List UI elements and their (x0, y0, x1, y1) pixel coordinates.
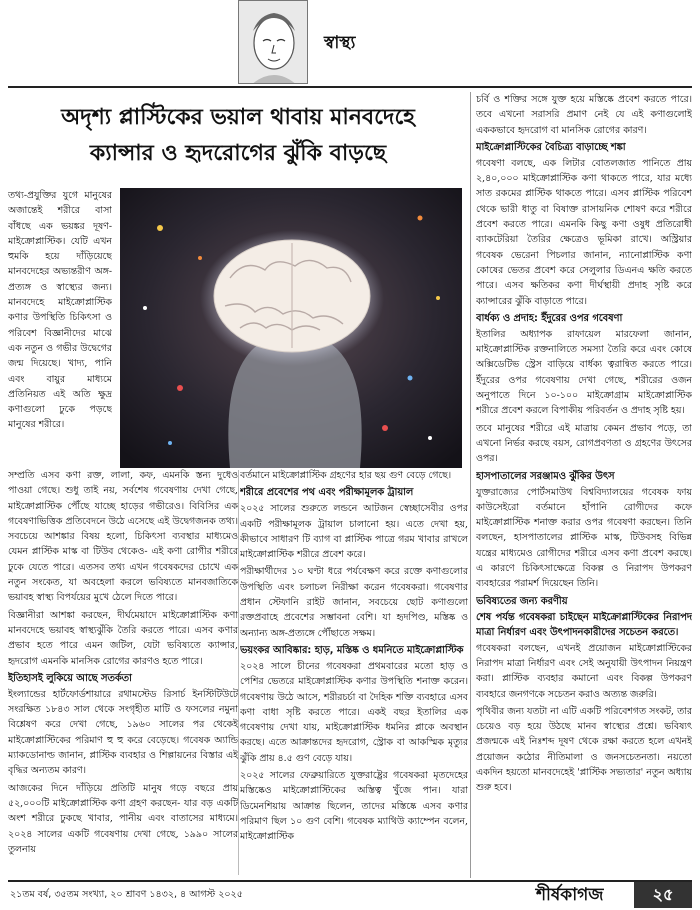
paragraph: ২০২৫ সালের ফেব্রুয়ারিতে যুক্তরাষ্ট্রের গবেষকরা মৃতদেহের মস্তিষ্কেও মাইক্রোপ্লাস্টিকের অস্তিত্ব খুঁজে পান। যারা ডিমেনশিয়ায় আক্রান্ত ছিলেন, তাদের মস্তিষ্কে এসব কণার পরিমাণ ছিল ১০ গুণ বেশি। গবেষক ম্যাথিউ ক্যাম্পেন বলেন, মাইক্রোপ্লাস্টিক (240, 770, 468, 843)
brain-illustration (120, 188, 462, 468)
paragraph: তবে মানুষের শরীরে এই মাত্রায় কেমন প্রভাব পড়ে, তা এখনো নির্ভর করছে বয়স, রোগপ্রবণতা ও গ্রহণের উৎসের ওপর। (476, 422, 692, 465)
paragraph: গবেষণা বলছে, এক লিটার বোতলজাত পানিতে প্রায় ২,৪০,০০০ মাইক্রোপ্লাস্টিক কণা থাকতে পারে, যার মধ্যে সাত রকমের প্লাস্টিক থাকতে পারে। এসব প্লাস্টিক পরিবেশ থেকে ভারী ধাতু বা বিষাক্ত রাসায়নিক শোষণ করে শরীরে প্রবেশ করতে পারে। এমনকি কিছু কণা ওষুধ প্রতিরোধী ব্যাকটেরিয়া তৈরির ক্ষেত্রেও ভূমিকা রাখে। অস্ট্রিয়ার গবেষক ভেরেনা পিচলার জানান, ন্যানোপ্লাস্টিক কণা কোষের ভেতর প্রবেশ করে সেলুলার ডিএনএ ক্ষতি করতে পারে। এসব ক্ষতিকর কণা দীর্ঘস্থায়ী প্রদাহ সৃষ্টি করে ক্যান্সারের ঝুঁকি বাড়াতে পারে। (476, 157, 692, 307)
paragraph: ২০২৫ সালের শুরুতে লন্ডনে আটজন স্বেচ্ছাসেবীর ওপর একটি পরীক্ষামূলক ট্রায়াল চালানো হয়। এতে দেখা হয়, কীভাবে সাধারণ টি ব্যাগ বা প্লাস্টিক পাত্রে গরম খাবার রাখলে মাইক্রোপ্লাস্টিক শরীরে প্রবেশ করে। (240, 503, 468, 561)
paragraph: বর্তমানে মাইক্রোপ্লাস্টিক গ্রহণের হার ছয় গুণ বেড়ে গেছে। (240, 470, 452, 481)
magazine-name: শীর্ষকাগজ (536, 885, 604, 905)
subheading: বার্ধক্য ও প্রদাহ: ইঁদুরের ওপর গবেষণা (476, 312, 623, 324)
paragraph: পৃথিবীর জন্য যতটা না এটি একটি পরিবেশগত সংকট, তার চেয়েও বড় হয়ে উঠছে মানব স্বাস্থ্যের প্রশ্নে। ভবিষ্যৎ প্রজন্মকে এই নিঃশব্দ দূষণ থেকে রক্ষা করতে হলে এখনই প্রয়োজন কঠোর নীতিমালা ও জনসচেতনতা। নয়তো একদিন হয়তো মানবদেহেই 'প্লাস্টিক সভ্যতার' নতুন অধ্যায় শুরু হবে। (476, 705, 692, 794)
header-divider (8, 86, 692, 88)
subheading: ভবিষ্যতের জন্য করণীয় (476, 595, 568, 607)
paragraph: ২০২৪ সালে চীনের গবেষকরা প্রথমবারের মতো হাড় ও পেশির ভেতরে মাইক্রোপ্লাস্টিক কণার উপস্থিতি শনাক্ত করেন। গবেষণায় উঠে আসে, শরীরচর্চা বা দৈহিক শক্তি ব্যবহারে এসব কণা বাধা সৃষ্টি করতে পারে। একই বছর ইতালির এক গবেষণায় দেখা যায়, মাইক্রোপ্লাস্টিক ধমনির প্লাকে অবস্থান করছে। এতে আক্রান্তদের হৃদরোগ, স্ট্রোক বা আকস্মিক মৃত্যুর ঝুঁকি প্রায় ৪.৫ গুণ বেড়ে যায়। (240, 660, 468, 764)
paragraph: ইতালির অধ্যাপক রাফায়েল মারফেলা জানান, মাইক্রোপ্লাস্টিক রক্তনালিতে সমস্যা তৈরি করে এবং কোষে অক্সিডেটিভ স্ট্রেস বাড়িয়ে বার্ধক্য ত্বরান্বিত করতে পারে। ইঁদুরের ওপর গবেষণায় দেখা গেছে, শরীরের ওজন অনুপাতে দিনে ১০-১০০ মাইক্রোগ্রাম মাইক্রোপ্লাস্টিক শরীরে প্রবেশ করলে বিপাকীয় পরিবর্তন ও প্রদাহ সৃষ্টি হয়। (476, 328, 692, 417)
paragraph: যুক্তরাজ্যের পোর্টসমাউথ বিশ্ববিদ্যালয়ের গবেষক ফায় কাউসেইরো বর্তমানে হাঁপানি রোগীদের কফে মাইক্রোপ্লাস্টিক শনাক্ত করার ওপর গবেষণা করছেন। তিনি বলছেন, হাসপাতালের প্লাস্টিক মাস্ক, টিউবসহ বিভিন্ন যন্ত্রের মাধ্যমেও রোগীদের শরীরে এসব কণা প্রবেশ করছে। এ কারণে চিকিৎসাক্ষেত্রে বিকল্প ও নিরাপদ উপকরণ ব্যবহারের পরামর্শ দিয়েছেন তিনি। (476, 486, 692, 590)
headline-line-1: অদৃশ্য প্লাস্টিকের ভয়াল থাবায় মানবদেহে (61, 105, 415, 130)
subheading: শরীরে প্রবেশের পথ এবং পরীক্ষামূলক ট্রায়াল (240, 487, 414, 499)
intro-column (8, 188, 112, 468)
paragraph: ইংল্যান্ডের হার্টফোর্ডশায়ারে রথামস্টেড রিসার্চ ইনস্টিটিউটে সংরক্ষিত ১৮৪৩ সাল থেকে সংগৃহীত মাটি ও ফসলের নমুনা বিশ্লেষণ করে দেখা গেছে, ১৯৬০ সালের পর থেকেই মাইক্রোপ্লাস্টিকের পরিমাণ হু হু করে বেড়েছে। গবেষক অ্যান্ডি ম্যাকডোনাল্ড জানান, প্লাস্টিক ব্যবহার ও শিল্পায়নের বিস্তার এই বৃদ্ধির অন্যতম কারণ। (8, 688, 238, 777)
paragraph: বিজ্ঞানীরা আশঙ্কা করছেন, দীর্ঘমেয়াদে মাইক্রোপ্লাস্টিক কণা মানবদেহে ভয়াবহ স্বাস্থ্যঝুঁকি তৈরি করতে পারে। এসব কণার প্রভাব হতে পারে এমন জটিল, যেটা ভবিষ্যতে ক্যান্সার, হৃদরোগ এমনকি মানসিক রোগের কারণও হতে পারে। (8, 609, 238, 667)
column-divider (238, 470, 239, 875)
subheading: ভয়ংকর আবিষ্কার: হাড়, মস্তিষ্ক ও ধমনিতে মাইক্রোপ্লাস্টিক (240, 644, 464, 656)
paragraph: তথ্য-প্রযুক্তির যুগে মানুষের অজান্তেই শরীরে বাসা বাঁধছে এক ভয়ঙ্কর দূষণ-মাইক্রোপ্লাস্টিক। যেটি এখন হুমকি হয়ে দাঁড়িয়েছে মানবদেহের অভ্যন্তরীণ অঙ্গ-প্রত্যঙ্গ ও স্বাস্থ্যের জন্য। মানবদেহে মাইক্রোপ্লাস্টিক কণার উপস্থিতি চিকিৎসা ও পরিবেশ বিজ্ঞানীদের মাঝে এক নতুন ও গভীর উদ্বেগের জন্ম দিয়েছে। খাদ্য, পানি এবং বায়ুর মাধ্যমে প্রতিনিয়ত এই অতি ক্ষুদ্র কণাগুলো ঢুকে পড়ছে মানুষের শরীরে। (8, 190, 112, 431)
headline (8, 100, 468, 172)
paragraph: পরীক্ষার্থীদের ১০ ঘণ্টা ধরে পর্যবেক্ষণ করে রক্তে কণাগুলোর উপস্থিতি এবং চলাচল নিরীক্ষা করেন গবেষকরা। গবেষণার প্রধান স্টেফানি রাইট জানান, সবচেয়ে ছোট কণাগুলো রক্তপ্রবাহে প্রবেশের সম্ভাবনা বেশি। যা হৃদপিণ্ড, মস্তিষ্ক ও অন্যান্য অঙ্গ-প্রত্যঙ্গে পৌঁছাতে সক্ষম। (240, 566, 468, 639)
subheading: হাসপাতালের সরঞ্জামও ঝুঁকির উৎস (476, 470, 615, 482)
paragraph: গবেষকরা বলছেন, এখনই প্রয়োজন মাইক্রোপ্লাস্টিকের নিরাপদ মাত্রা নির্ধারণ এবং সেই অনুযায়ী উৎপাদন নিয়ন্ত্রণ করা। প্লাস্টিক ব্যবহার কমানো এবং বিকল্প উপকরণ ব্যবহারে জনগণকে সচেতন করাও অত্যন্ত জরুরি। (476, 642, 692, 700)
subheading: মাইক্রোপ্লাস্টিকের বৈচিত্র্য বাড়াচ্ছে শঙ্কা (476, 141, 626, 153)
subheading: ইতিহাসই লুকিয়ে আছে সতর্কতা (8, 672, 132, 684)
issue-info: ২১তম বর্ষ, ৩৫তম সংখ্যা, ২০ শ্রাবণ ১৪৩২, ৪ আগস্ট ২০২৫ (10, 889, 243, 900)
article-column-1 (8, 468, 238, 878)
lead-paragraph: শেষ পর্যন্ত গবেষকরা চাইছেন মাইক্রোপ্লাস্টিকের নিরাপদ মাত্রা নির্ধারণ এবং উৎপাদনকারীদের সচেতন করতে। (476, 611, 692, 638)
column-divider (470, 92, 471, 878)
article-column-2 (240, 468, 468, 878)
columnist-portrait (238, 0, 308, 84)
paragraph: সম্প্রতি এসব কণা রক্ত, লালা, কফ, এমনকি স্তন্য দুধেও পাওয়া গেছে। শুধু তাই নয়, সর্বশেষ গবেষণায় দেখা গেছে, মাইক্রোপ্লাস্টিক পৌঁছে যাচ্ছে হাড়ের গভীরেও। বিবিসির এক গবেষণাভিত্তিক প্রতিবেদনে উঠে এসেছে এই উদ্বেগজনক তথ্য। সবচেয়ে আশঙ্কার বিষয় হলো, চিকিৎসা ব্যবস্থার মাধ্যমেও যেমন প্লাস্টিক মাস্ক বা টিউব থেকেও- এই কণা রোগীর শরীরে ঢুকে যেতে পারে। এতসব তথ্য এখন গবেষকদের চোখে এক নতুন সংকেত, যা অবহেলা করলে ভবিষ্যতে মানবজাতিকে ভয়াবহ স্বাস্থ্য বিপর্যয়ের মুখে ঠেলে দিতে পারে। (8, 470, 238, 604)
headline-line-2: ক্যান্সার ও হৃদরোগের ঝুঁকি বাড়ছে (89, 141, 387, 166)
page-number: ২৫ (634, 882, 692, 908)
article-column-3 (476, 92, 692, 878)
paragraph: আজকের দিনে দাঁড়িয়ে প্রতিটি মানুষ গড়ে বছরে প্রায় ৫২,০০০টি মাইক্রোপ্লাস্টিক কণা গ্রহণ করছেন- যার বড় একটি অংশ শরীরে ঢুকছে খাবার, পানীয় এবং বাতাসের মাধ্যমে। ২০২৪ সালের একটি গবেষণায় দেখা গেছে, ১৯৯০ সালের তুলনায় (8, 782, 238, 855)
section-title: স্বাস্থ্য (324, 33, 356, 53)
paragraph: চর্বি ও শক্তির সঙ্গে যুক্ত হয়ে মস্তিষ্কে প্রবেশ করতে পারে। তবে এখনো সরাসরি প্রমাণ নেই যে এই কণাগুলোই এককভাবে হৃদরোগ বা মানসিক রোগের কারণ। (476, 94, 692, 136)
